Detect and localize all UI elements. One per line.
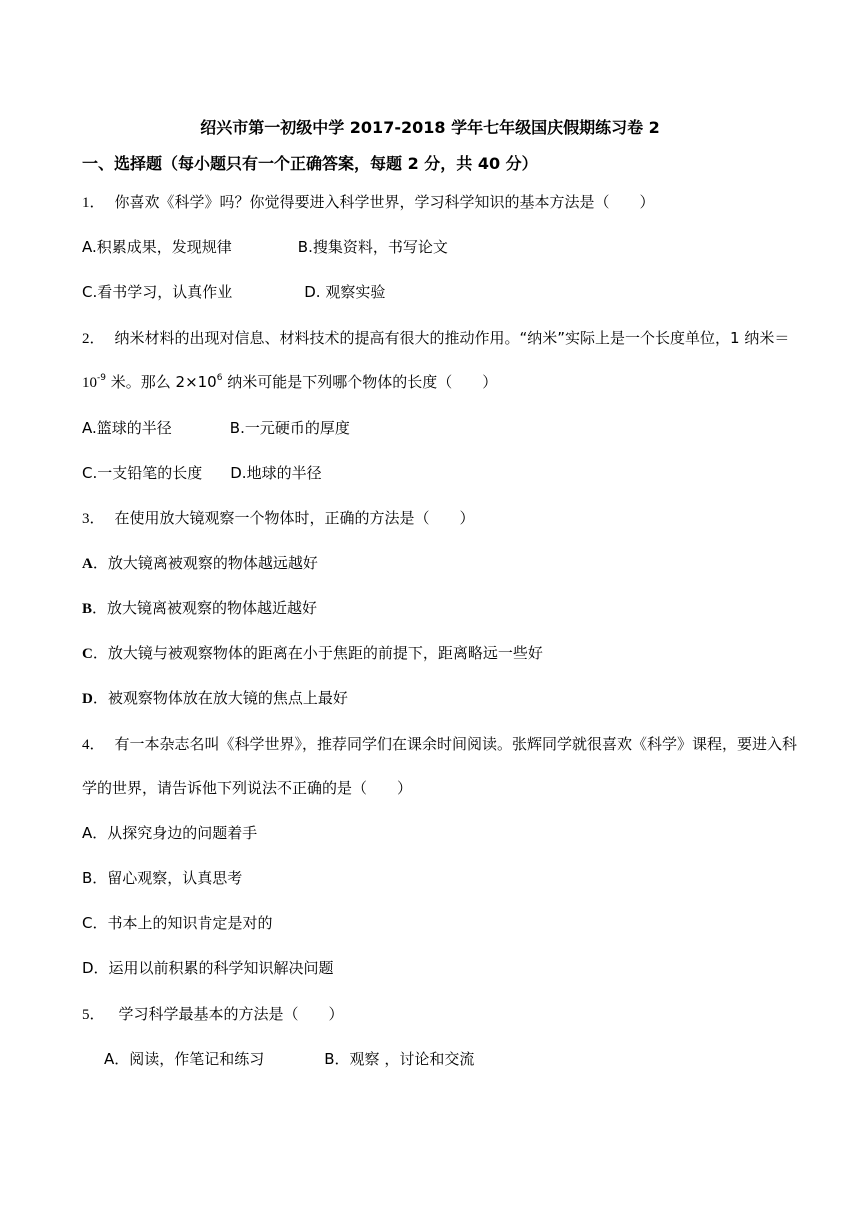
page-title: 绍兴市第一初级中学 2017-2018 学年七年级国庆假期练习卷 2: [200, 118, 660, 137]
option-b: B.搜集资料，书写论文: [297, 238, 448, 256]
options-row: [82, 237, 448, 257]
question-2: [82, 328, 789, 349]
option-text: ．放大镜与被观察物体的距离在小于焦距的前提下，距离略远一些好: [92, 644, 543, 662]
question-number: 5．: [82, 1007, 105, 1023]
option-letter: C: [82, 646, 93, 662]
exponent: -9: [97, 373, 106, 383]
question-stem: 在使用放大镜观察一个物体时，正确的方法是（ ）: [114, 509, 475, 527]
question-1: [82, 192, 655, 213]
options-row: [82, 463, 322, 483]
option-a: A．从探究身边的问题着手: [82, 824, 258, 842]
option-d: D．运用以前积累的科学知识解决问题: [82, 959, 334, 977]
exponent: 6: [216, 373, 223, 383]
question-number: 2．: [82, 331, 105, 347]
question-stem-continued: [82, 372, 497, 393]
option-b: [82, 598, 317, 619]
question-stem: 有一本杂志名叫《科学世界》，推荐同学们在课余时间阅读。张辉同学就很喜欢《科学》课程，要进入科: [114, 735, 798, 753]
number-base: 10: [82, 375, 97, 391]
option-c: C．书本上的知识肯定是对的: [82, 914, 273, 932]
option-text: ．被观察物体放在放大镜的焦点上最好: [92, 689, 348, 707]
option-text: ．放大镜离被观察的物体越近越好: [92, 599, 318, 617]
option-d: D.地球的半径: [230, 464, 322, 482]
option-a: A．阅读，作笔记和练习: [104, 1050, 265, 1068]
options-row: [82, 282, 385, 302]
question-stem-continued: 学的世界，请告诉他下列说法不正确的是（ ）: [82, 779, 413, 797]
option-d: D. 观察实验: [304, 283, 386, 301]
option-letter: D: [82, 691, 93, 707]
question-4: [82, 734, 797, 755]
option-c: C.看书学习，认真作业: [82, 283, 233, 301]
question-text: 纳米可能是下列哪个物体的长度（ ）: [222, 373, 498, 391]
option-b: B.一元硬币的厚度: [229, 419, 350, 437]
option-d: [82, 688, 348, 709]
question-stem: 学习科学最基本的方法是（ ）: [118, 1005, 344, 1023]
options-row: [104, 1049, 474, 1069]
options-row: [82, 418, 350, 438]
question-stem: 你喜欢《科学》吗？你觉得要进入科学世界，学习科学知识的基本方法是（ ）: [114, 193, 655, 211]
question-text: 米。那么 2×10: [105, 373, 217, 391]
question-3: [82, 508, 475, 529]
option-b: B．留心观察，认真思考: [82, 869, 243, 887]
question-number: 3．: [82, 511, 105, 527]
question-number: 1．: [82, 195, 105, 211]
question-number: 4．: [82, 737, 105, 753]
option-c: [82, 643, 543, 664]
option-letter: A: [82, 556, 93, 572]
question-stem: 纳米材料的出现对信息、材料技术的提高有很大的推动作用。“纳米”实际上是一个长度单位，1 纳米＝: [114, 329, 790, 347]
option-text: ．放大镜离被观察的物体越远越好: [92, 554, 318, 572]
option-b: B．观察 ，讨论和交流: [324, 1050, 475, 1068]
option-a: A.篮球的半径: [82, 419, 172, 437]
option-a: [82, 553, 318, 574]
option-c: C.一支铅笔的长度: [82, 464, 203, 482]
section-heading: 一、选择题（每小题只有一个正确答案，每题 2 分，共 40 分）: [82, 154, 538, 173]
option-letter: B: [82, 601, 93, 617]
question-5: [82, 1004, 344, 1025]
option-a: A.积累成果，发现规律: [82, 238, 232, 256]
